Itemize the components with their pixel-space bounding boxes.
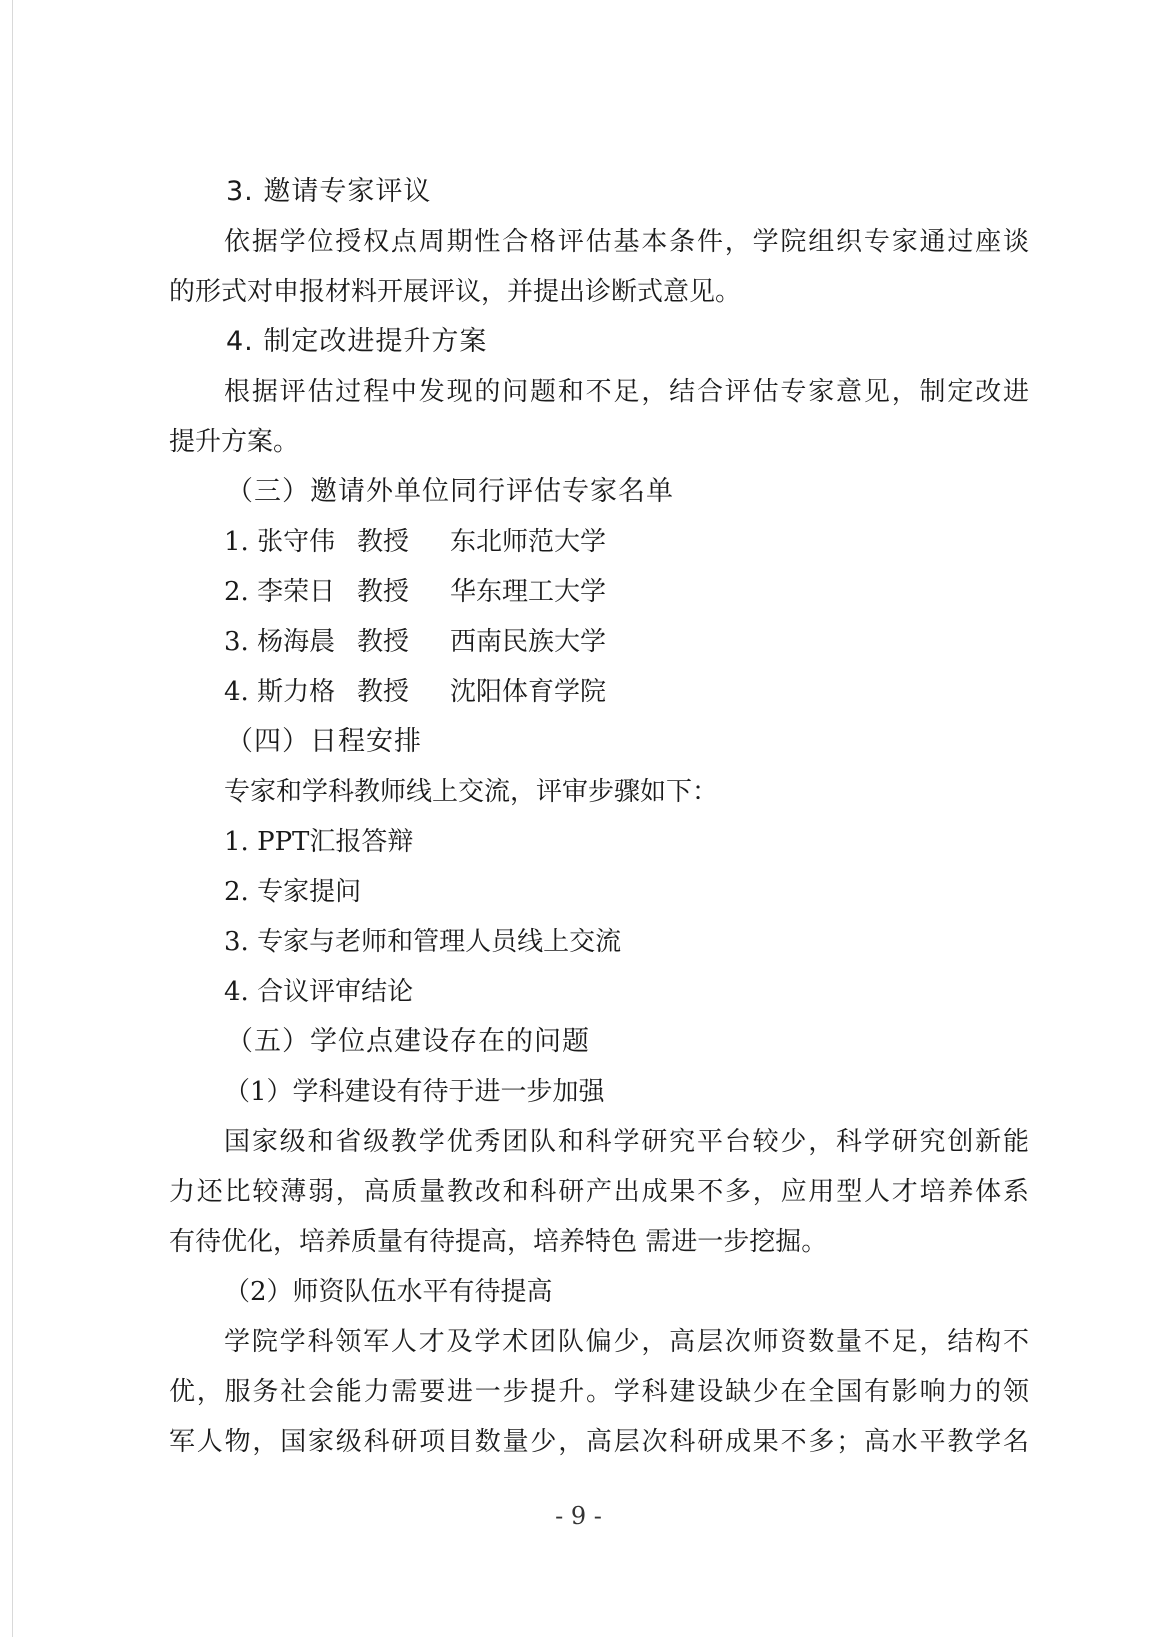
paragraph-line: 军人物，国家级科研项目数量少，高层次科研成果不多；高水平教学名 [169,1427,1029,1457]
paragraph-line: 提升方案。 [169,427,300,457]
schedule-step: 1. PPT汇报答辩 [224,827,414,857]
expert-row [169,567,1029,617]
page-edge-divider [12,0,13,1637]
expert-title: 教授 [357,577,410,607]
expert-organization: 东北师范大学 [450,527,607,557]
problem-subheading: （1）学科建设有待于进一步加强 [224,1077,605,1107]
expert-name: 2. 李荣日 [224,577,336,607]
expert-title: 教授 [357,677,410,707]
schedule-heading: （四）日程安排 [226,726,422,757]
expert-name: 4. 斯力格 [224,677,336,707]
paragraph-line: 优，服务社会能力需要进一步提升。学科建设缺少在全国有影响力的领 [169,1377,1029,1407]
expert-organization: 华东理工大学 [450,577,607,607]
paragraph-line: 有待优化，培养质量有待提高，培养特色 需进一步挖掘。 [169,1227,828,1257]
problem-subheading: （2）师资队伍水平有待提高 [224,1277,553,1307]
paragraph-line: 根据评估过程中发现的问题和不足，结合评估专家意见，制定改进 [224,377,1029,407]
paragraph-line: 的形式对申报材料开展评议，并提出诊断式意见。 [169,277,742,307]
page-body [169,167,1029,1467]
schedule-step: 3. 专家与老师和管理人员线上交流 [224,927,622,957]
expert-name: 1. 张守伟 [224,527,336,557]
expert-row [169,617,1029,667]
paragraph-line: 力还比较薄弱，高质量教改和科研产出成果不多，应用型人才培养体系 [169,1177,1029,1207]
problems-heading: （五）学位点建设存在的问题 [226,1026,590,1057]
paragraph-line: 依据学位授权点周期性合格评估基本条件，学院组织专家通过座谈 [224,227,1029,257]
page-number: - 9 - [555,1502,602,1530]
experts-heading: （三）邀请外单位同行评估专家名单 [226,476,674,507]
expert-organization: 沈阳体育学院 [450,677,607,707]
expert-title: 教授 [357,627,410,657]
paragraph-line: 国家级和省级教学优秀团队和科学研究平台较少，科学研究创新能 [224,1127,1029,1157]
expert-title: 教授 [357,527,410,557]
section-heading-3: 3. 邀请专家评议 [226,176,432,207]
schedule-step: 2. 专家提问 [224,877,362,907]
paragraph-line: 学院学科领军人才及学术团队偏少，高层次师资数量不足，结构不 [224,1327,1029,1357]
schedule-intro: 专家和学科教师线上交流，评审步骤如下： [224,777,719,807]
expert-name: 3. 杨海晨 [224,627,336,657]
section-heading-4: 4. 制定改进提升方案 [226,326,488,357]
expert-organization: 西南民族大学 [450,627,607,657]
schedule-step: 4. 合议评审结论 [224,977,414,1007]
expert-row [169,667,1029,717]
expert-row [169,517,1029,567]
